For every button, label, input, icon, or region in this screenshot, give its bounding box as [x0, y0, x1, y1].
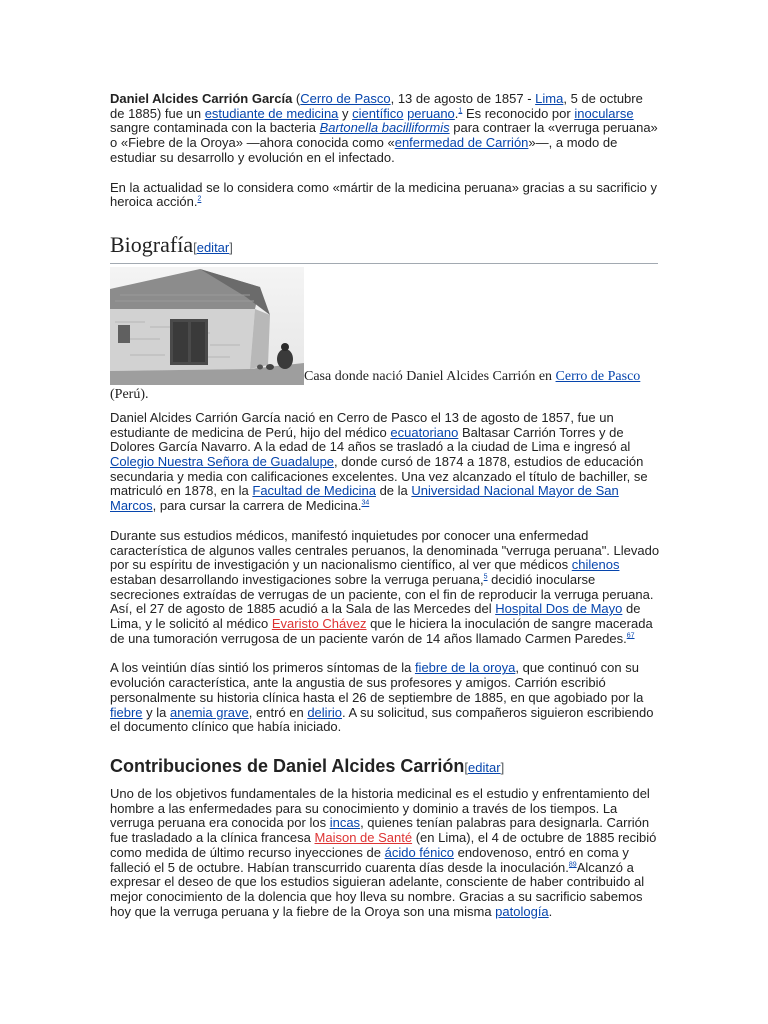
- link-evaristo-chavez[interactable]: Evaristo Chávez: [271, 616, 367, 632]
- reference-34[interactable]: [361, 500, 369, 507]
- text: Baltasar Carrión Torres y de Dolores García Navarro. A la edad de 14 años se trasladó a la ciudad de Lima e ingresó al: [110, 424, 631, 455]
- link-anemia-grave[interactable]: anemia grave: [170, 704, 249, 720]
- caption-link-cerro-de-pasco[interactable]: Cerro de Pasco: [555, 368, 641, 384]
- text: (en Lima), el 4 de octubre de 1885 recibió como medida de último recurso inyecciones de: [110, 830, 657, 860]
- link-ecuatoriano[interactable]: ecuatoriano: [390, 424, 459, 440]
- link-fiebre[interactable]: fiebre: [110, 704, 143, 720]
- intro-paragraph-2: [110, 181, 660, 210]
- figure: [110, 267, 660, 403]
- reference-link[interactable]: 2: [197, 195, 202, 203]
- text: Daniel Alcides Carrión García nació en Cerro de Pasco el 13 de agosto de 1857, fue un estudiante de medicina de Perú, hijo del médico: [110, 409, 614, 440]
- link-enfermedad-de-carrion[interactable]: enfermedad de Carrión: [394, 135, 529, 151]
- caption-text: Casa donde nació Daniel Alcides Carrión en: [304, 368, 556, 384]
- bio-paragraph-1: [110, 411, 660, 514]
- text: Alcanzó a expresar el deseo de que los estudios siguieran adelante, consciente de haber contribuido al mejor conocimiento de la dolencia que hoy lleva su nombre. Gracias a su sacrificio sabemos hoy que la verruga peruana y la fiebre de la Oroya son una misma: [110, 859, 645, 919]
- text: Es reconocido por: [462, 105, 575, 121]
- link-cientifico[interactable]: científico: [352, 105, 404, 121]
- text: decidió inocularse secreciones extraídas de verrugas de un paciente, con el fin de reproducir la verruga peruana. Así, el 27 de agosto de 1885 acudió a la Sala de las Mercedes del: [110, 571, 654, 617]
- link-hospital-dos-de-mayo[interactable]: Hospital Dos de Mayo: [495, 601, 623, 617]
- text: de Lima, y le solicitó al médico: [110, 601, 641, 632]
- edit-section-link[interactable]: [editar]: [193, 239, 233, 255]
- link-bartonella[interactable]: Bartonella bacilliformis: [319, 120, 450, 136]
- link-patologia[interactable]: patología: [495, 903, 549, 919]
- text: , entró en: [248, 704, 308, 720]
- house-photo: [110, 267, 304, 385]
- bio-paragraph-3: [110, 661, 660, 735]
- link-delirio[interactable]: delirio: [307, 704, 343, 720]
- text: (: [292, 91, 301, 106]
- edit-section-link[interactable]: [editar]: [464, 759, 505, 775]
- text: y la: [142, 704, 170, 720]
- reference-link[interactable]: 5: [483, 573, 488, 581]
- text: , quienes tenían palabras para designarla. Carrión fue trasladado a la clínica francesa: [110, 815, 650, 846]
- text: Durante sus estudios médicos, manifestó inquietudes por conocer una enfermedad característica de algunos valles centrales peruanos, la denominada "verruga peruana". Llevado por su espíritu de investigación y un nacionalismo científico, al ver que médicos: [110, 527, 660, 573]
- intro-paragraph: [110, 92, 660, 166]
- text: Uno de los objetivos fundamentales de la historia medicinal es el estudio y enfrentamiento del hombre a las enfermedades para su conocimiento y dominio a través de los tiempos. La verruga peruana era conocida por los: [110, 785, 650, 831]
- link-chilenos[interactable]: chilenos: [571, 557, 620, 573]
- link-incas[interactable]: incas: [329, 815, 361, 831]
- bio-paragraph-2: [110, 529, 660, 647]
- link-peruano[interactable]: peruano: [407, 105, 455, 121]
- text: En la actualidad se lo considera como «mártir de la medicina peruana» gracias a su sacrificio y heroica acción.: [110, 179, 658, 210]
- text: de la: [375, 483, 412, 499]
- text: para contraer la «verruga peruana» o «Fiebre de la Oroya» —ahora conocida como «: [110, 120, 658, 151]
- reference-89[interactable]: [569, 861, 577, 868]
- text: , que continuó con su evolución característica, ante la angustia de sus profesores y amigos. Carrión escribió personalmente su historia clínica hasta el 26 de septiembre de 1885, en que agobiado por la: [110, 660, 644, 705]
- contrib-paragraph: [110, 787, 660, 919]
- text: , 5 de octubre de 1885) fue un: [110, 91, 643, 121]
- text: endovenoso, entró en coma y falleció el 5 de octubre. Habían transcurrido cuarenta días desde la inoculación.: [110, 844, 629, 875]
- heading-text: Contribuciones de Daniel Alcides Carrión: [110, 755, 465, 776]
- article-body: [110, 92, 660, 919]
- text: .: [548, 903, 553, 919]
- link-unmsm[interactable]: Universidad Nacional Mayor de San Marcos: [110, 483, 619, 514]
- link-colegio-guadalupe[interactable]: Colegio Nuestra Señora de Guadalupe: [110, 454, 335, 470]
- text: que le hiciera la inoculación de sangre macerada de una tumoración verrugosa de un paciente varón de 14 años llamado Carmen Paredes.: [110, 616, 653, 646]
- section-heading-biografia: [110, 232, 658, 264]
- text: y: [338, 105, 353, 121]
- link-maison-de-sante[interactable]: Maison de Santé: [314, 830, 413, 846]
- text: A los veintiún días sintió los primeros síntomas de la: [110, 660, 415, 676]
- reference-link[interactable]: 67: [626, 632, 635, 640]
- heading-text: Biografía: [110, 231, 194, 257]
- text: »—, a modo de estudiar su desarrollo y evolución en el infectado.: [110, 135, 618, 165]
- reference-link[interactable]: 34: [361, 499, 370, 507]
- section-heading-contribuciones: [110, 755, 660, 779]
- caption-text: (Perú).: [110, 386, 149, 402]
- link-lima[interactable]: Lima: [535, 91, 564, 106]
- article-subject-name: Daniel Alcides Carrión García: [110, 91, 293, 106]
- text: , donde cursó de 1874 a 1878, estudios de educación secundaria y media con calificaciones excelentes. Una vez alcanzado el título de bachiller, se matriculó en 1878, en la: [110, 454, 648, 499]
- text: estaban desarrollando investigaciones sobre la verruga peruana,: [110, 571, 484, 587]
- link-inocularse[interactable]: inocularse: [574, 105, 634, 121]
- text: , para cursar la carrera de Medicina.: [152, 498, 362, 514]
- reference-2[interactable]: [197, 196, 201, 203]
- text: . A su solicitud, sus compañeros siguieron escribiendo el documento clínico que había iniciado.: [110, 704, 654, 735]
- text: sangre contaminada con la bacteria: [110, 120, 320, 136]
- link-cerro-de-pasco[interactable]: Cerro de Pasco: [300, 91, 391, 106]
- link-estudiante-de-medicina[interactable]: estudiante de medicina: [204, 105, 339, 121]
- reference-link[interactable]: 89: [568, 861, 577, 869]
- link-facultad-de-medicina[interactable]: Facultad de Medicina: [252, 483, 376, 499]
- text: .: [454, 105, 459, 121]
- reference-67[interactable]: [627, 632, 635, 639]
- link-fiebre-de-la-oroya[interactable]: fiebre de la oroya: [414, 660, 516, 676]
- link-acido-fenico[interactable]: ácido fénico: [384, 844, 454, 860]
- text: , 13 de agosto de 1857 -: [390, 91, 536, 106]
- reference-link[interactable]: 1: [458, 107, 463, 115]
